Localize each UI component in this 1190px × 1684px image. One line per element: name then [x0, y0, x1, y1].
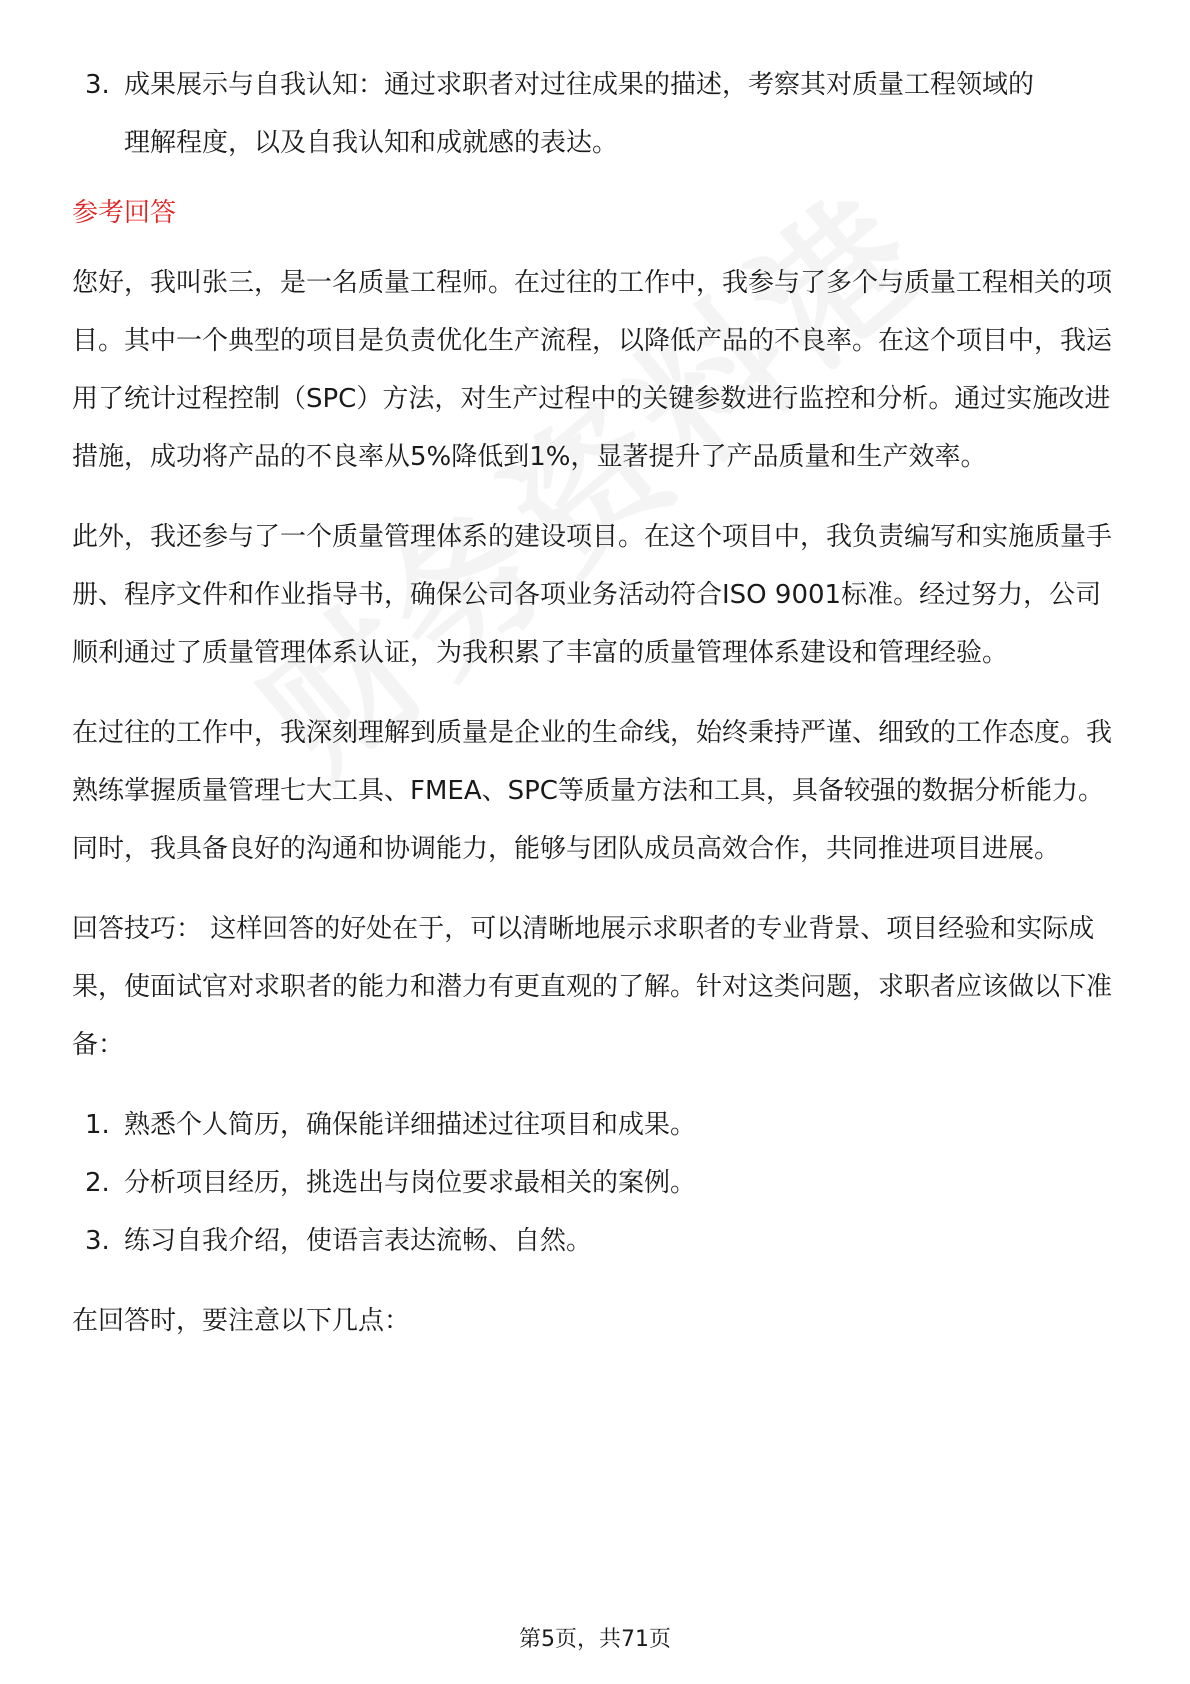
list-item: [72, 1096, 1118, 1154]
list-item-text: 分析项目经历，挑选出与岗位要求最相关的案例。: [124, 1168, 697, 1198]
list-item-text: 成果展示与自我认知：通过求职者对过往成果的描述，考察其对质量工程领域的理解程度，以及自我认知和成就感的表达。: [124, 70, 1035, 158]
answer-tips-paragraph: 回答技巧： 这样回答的好处在于，可以清晰地展示求职者的专业背景、项目经验和实际成果，使面试官对求职者的能力和潜力有更直观的了解。针对这类问题，求职者应该做以下准备：: [72, 914, 1113, 1060]
list-item: [72, 56, 1054, 172]
paragraph: 您好，我叫张三，是一名质量工程师。在过往的工作中，我参与了多个与质量工程相关的项目。其中一个典型的项目是负责优化生产流程，以降低产品的不良率。在这个项目中，我运用了统计过程控制（SPC）方法，对生产过程中的关键参数进行监控和分析。通过实施改进措施，成功将产品的不良率从5%降低到1%，显著提升了产品质量和生产效率。: [72, 268, 1113, 472]
section-heading: 参考回答: [72, 198, 177, 228]
page-content: [72, 56, 1118, 1350]
paragraph: 在过往的工作中，我深刻理解到质量是企业的生命线，始终秉持严谨、细致的工作态度。我熟练掌握质量管理七大工具、FMEA、SPC等质量方法和工具，具备较强的数据分析能力。同时，我具备良好的沟通和协调能力，能够与团队成员高效合作，共同推进项目进展。: [72, 718, 1113, 864]
preparation-list: [72, 1096, 1118, 1270]
criteria-list: [72, 56, 1118, 172]
list-item-text: 练习自我介绍，使语言表达流畅、自然。: [124, 1226, 593, 1256]
list-item-number: 2.: [85, 1168, 110, 1198]
list-item: [72, 1212, 1118, 1270]
list-item-number: 3.: [85, 70, 110, 100]
closing-line: 在回答时，要注意以下几点：: [72, 1306, 411, 1336]
list-item: [72, 1154, 1118, 1212]
list-item-number: 1.: [85, 1110, 110, 1140]
page-number-footer: 第5页，共71页: [519, 1627, 671, 1652]
paragraph: 此外，我还参与了一个质量管理体系的建设项目。在这个项目中，我负责编写和实施质量手册、程序文件和作业指导书，确保公司各项业务活动符合ISO 9001标准。经过努力，公司顺利通过了质量管理体系认证，为我积累了丰富的质量管理体系建设和管理经验。: [72, 522, 1113, 668]
list-item-number: 3.: [85, 1226, 110, 1256]
list-item-text: 熟悉个人简历，确保能详细描述过往项目和成果。: [124, 1110, 697, 1140]
